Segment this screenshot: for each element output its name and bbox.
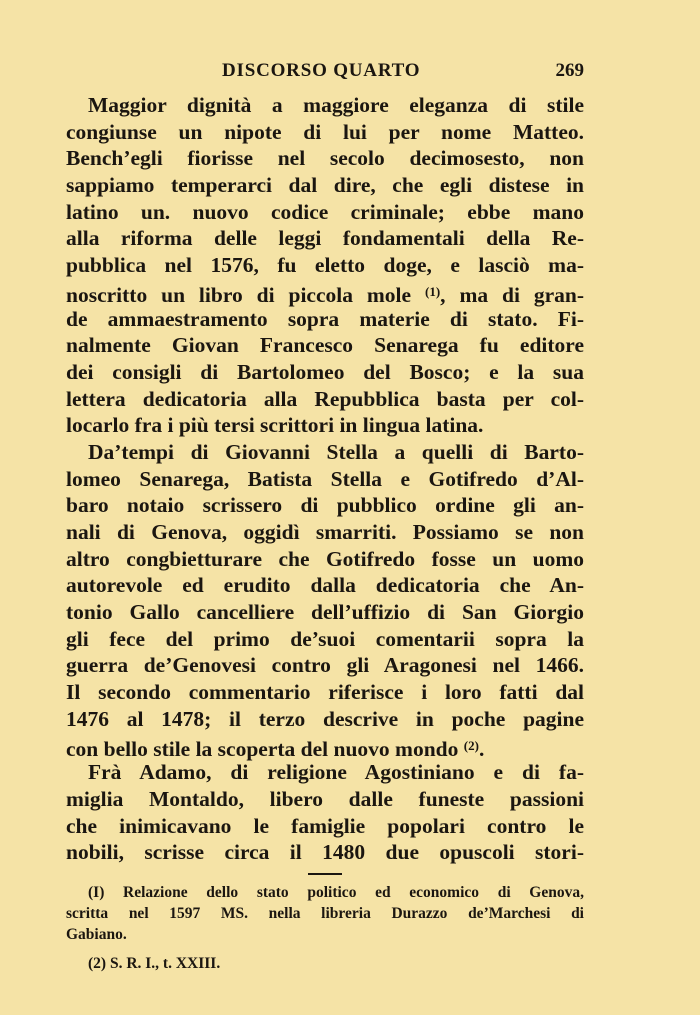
text-line: Maggior dignità a maggiore eleganza di stile <box>88 93 584 117</box>
text-line: locarlo fra i più tersi scrittori in lingua latina. <box>66 413 484 438</box>
text-line: dei consigli di Bartolomeo del Bosco; e la sua <box>66 359 584 384</box>
text-line: nali di Genova, oggidì smarriti. Possiamo se non <box>66 520 584 544</box>
text-line: de ammaestramento sopra materie di stato. Fi- <box>66 306 584 331</box>
footnote-separator <box>308 873 342 875</box>
text-line: autorevole ed erudito dalla dedicatoria che An- <box>66 573 584 598</box>
text-line: lettera dedicatoria alla Repubblica basta per col- <box>66 386 584 411</box>
text-line: Il secondo commentario riferisce i loro fatti dal <box>66 680 584 705</box>
running-head <box>66 60 586 86</box>
text-line: Bench’egli fiorisse nel secolo decimosesto, non <box>66 146 584 171</box>
text-line: lomeo Senarega, Batista Stella e Gotifredo d’Al- <box>66 466 584 491</box>
footnote-1-line: Gabiano. <box>66 926 127 943</box>
text-line: che inimicavano le famiglie popolari contro le <box>66 813 584 838</box>
text-line: nobili, scrisse circa il 1480 due opuscoli stori- <box>66 840 584 865</box>
text-line: Frà Adamo, di religione Agostiniano e di fa- <box>88 760 584 785</box>
text-segment: , ma di gran- <box>440 282 585 307</box>
text-line-with-ref <box>66 279 584 306</box>
text-line: congiunse un nipote di lui per nome Matteo. <box>66 119 584 144</box>
text-line: alla riforma delle leggi fondamentali della Re- <box>66 226 584 251</box>
body-text <box>66 92 584 866</box>
text-line: tonio Gallo cancelliere dell’uffizio di San Giorgio <box>66 600 584 625</box>
text-line: guerra de’Genovesi contro gli Aragonesi nel 1466. <box>66 653 584 678</box>
text-segment: noscritto un libro di piccola mole <box>66 282 412 307</box>
text-line: latino un. nuovo codice criminale; ebbe mano <box>66 199 584 224</box>
running-title: DISCORSO QUARTO <box>222 60 421 81</box>
footnote-1-line: (I) Relazione dello stato politico ed economico di Genova, <box>88 884 584 901</box>
text-line: baro notaio scrissero di pubblico ordine gli an- <box>66 493 584 518</box>
page-number: 269 <box>555 60 584 81</box>
text-line: gli fece del primo de’suoi comentarii sopra la <box>66 626 584 651</box>
text-line-with-ref <box>66 733 584 760</box>
text-line: miglia Montaldo, libero dalle funeste passioni <box>66 786 584 811</box>
text-line: sappiamo temperarci dal dire, che egli distese in <box>66 173 584 198</box>
text-line: altro congbietturare che Gotifredo fosse un uomo <box>66 546 584 571</box>
footnotes <box>66 882 584 974</box>
text-segment: . <box>478 736 485 761</box>
footnote-2: (2) S. R. I., t. XXIII. <box>88 955 221 972</box>
text-line: Da’tempi di Giovanni Stella a quelli di Barto- <box>88 439 584 464</box>
footnote-ref-1: (1) <box>424 283 441 299</box>
text-line: 1476 al 1478; il terzo descrive in poche pagine <box>66 706 584 731</box>
footnote-ref-2: (2) <box>463 737 479 753</box>
footnote-1-line: scritta nel 1597 MS. nella libreria Durazzo de’Marchesi di <box>66 905 584 922</box>
text-segment: con bello stile la scoperta del nuovo mondo <box>66 736 459 761</box>
text-line: nalmente Giovan Francesco Senarega fu editore <box>66 333 584 358</box>
text-line: pubblica nel 1576, fu eletto doge, e lasciò ma- <box>66 253 584 278</box>
